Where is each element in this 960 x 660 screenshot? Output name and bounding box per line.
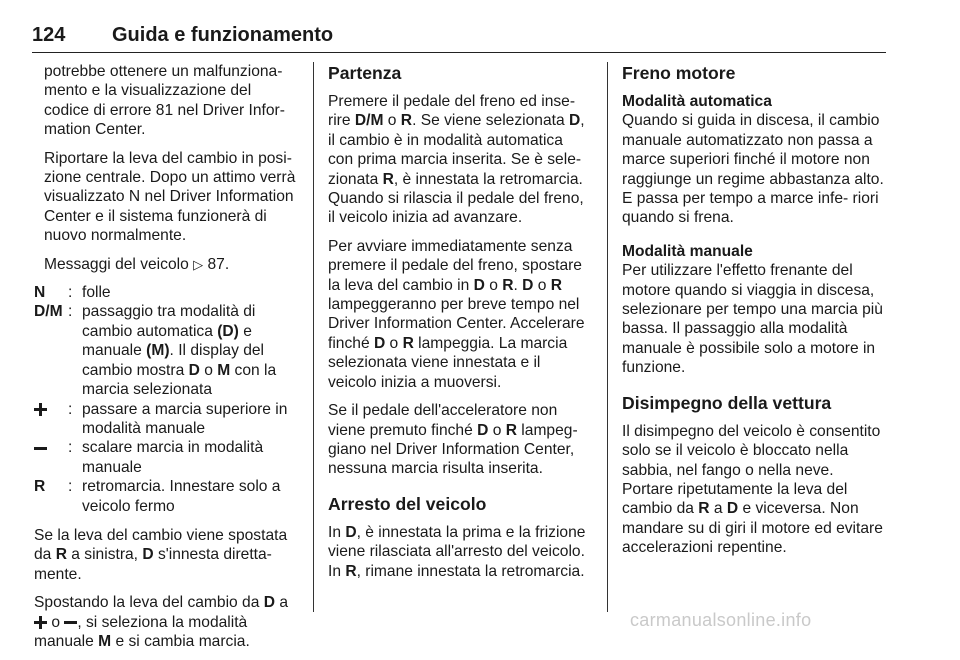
definition-desc: passaggio tra modalità di cambio automatica (D) e manuale (M). Il display del cambio mostra D o M con la marcia selezionata — [82, 303, 277, 399]
section-heading: Disimpegno della vettura — [622, 392, 832, 413]
subsection-heading: Modalità manuale — [622, 242, 753, 260]
paragraph: Riportare la leva del cambio in posi- zione centrale. Dopo un attimo verrà visualizzato N nel Driver Information Center e il sistema funzionerà di nuovo normalmente. — [44, 149, 296, 245]
definition-desc: folle — [82, 284, 111, 302]
definition-term: D/M — [34, 303, 63, 321]
page-number: 124 — [32, 24, 66, 46]
definition-desc: scalare marcia in modalità manuale — [82, 439, 264, 476]
subsection-heading: Modalità automatica — [622, 93, 772, 110]
page-reference-icon: ▷ — [193, 256, 204, 272]
paragraph: Se la leva del cambio viene spostata da R a sinistra, D s'innesta diretta- mente. — [34, 526, 288, 583]
section-heading: Freno motore — [622, 63, 736, 83]
section-heading: Arresto del veicolo — [328, 493, 487, 514]
plus-icon — [34, 616, 47, 629]
definition-row: N : folle — [34, 283, 298, 302]
definition-row: : scalare marcia in modalità manuale — [34, 438, 298, 477]
column-2 — [328, 62, 592, 590]
paragraph: Per utilizzare l'effetto frenante del motore quando si viaggia in discesa, selezionare per tempo una marcia più bassa. Il passaggio alla modalità manuale è possibile solo a motore in funzione. — [622, 262, 883, 377]
paragraph: Il disimpegno del veicolo è consentito solo se il veicolo è bloccato nella sabbia, nel fango o nella neve. — [622, 422, 881, 479]
column-divider — [313, 62, 314, 612]
paragraph: Premere il pedale del freno ed inse- rire D/M o R. Se viene selezionata D, il cambio è in modalità automatica con prima marcia inserita. Se è sele- zionata R, è innestata la retromarcia. Quando si rilascia il pedale del freno, il veicolo inizia ad avanzare. — [328, 93, 585, 227]
minus-icon — [34, 442, 47, 455]
paragraph: potrebbe ottenere un malfunziona- mento e la visualizzazione del codice di errore 81 nel Driver Infor- mation Center. — [44, 63, 285, 139]
paragraph: Se il pedale dell'acceleratore non viene premuto finché D o R lampeg- giano nel Driver Information Center, nessuna marcia risulta inserita. — [328, 402, 578, 478]
watermark: carmanualsonline.info — [630, 610, 812, 630]
page-reference-link[interactable]: 87 — [207, 255, 225, 273]
paragraph: Per avviare immediatamente senza premere il pedale del freno, spostare la leva del cambio in D o R. D o R lampeggeranno per breve tempo nel Driver Information Center. Accelerare finché D o R lampeggia. La marcia selezionata viene innestata e il veicolo inizia a muoversi. — [328, 237, 585, 391]
paragraph: Quando si guida in discesa, il cambio manuale automatizzato non passa a marce superiori finché il motore non raggiunge un regime abbastanza alto. E passa per tempo a marce infe- riori quando si frena. — [622, 112, 884, 227]
page-header — [32, 22, 886, 53]
cross-reference-text: Messaggi del veicolo — [44, 255, 189, 273]
page-title: Guida e funzionamento — [112, 24, 334, 46]
definition-row: R : retromarcia. Innestare solo a veicolo fermo — [34, 477, 298, 516]
paragraph: Portare ripetutamente la leva del cambio da R a D e viceversa. Non mandare su di giri il motore ed evitare accelerazioni repentine. — [622, 480, 883, 557]
paragraph: Messaggi del veicolo ▷ 87. — [44, 255, 230, 273]
column-divider — [607, 62, 608, 612]
definition-row: : passare a marcia superiore in modalità manuale — [34, 400, 298, 439]
section-heading: Partenza — [328, 63, 402, 83]
paragraph: In D, è innestata la prima e la frizione viene rilasciata all'arresto del veicolo. In R, rimane innestata la retromarcia. — [328, 523, 586, 580]
paragraph: Spostando la leva del cambio da D a o , si seleziona la modalità manuale M e si cambia marcia. — [34, 594, 289, 650]
definition-term: N — [34, 284, 46, 302]
gear-definition-list — [34, 283, 298, 516]
column-3 — [622, 62, 886, 567]
definition-desc: passare a marcia superiore in modalità manuale — [82, 400, 288, 437]
definition-desc: retromarcia. Innestare solo a veicolo fermo — [82, 478, 281, 515]
minus-icon — [64, 616, 77, 629]
column-1 — [34, 62, 298, 660]
plus-icon — [34, 403, 47, 416]
definition-row: D/M : passaggio tra modalità di cambio automatica (D) e manuale (M). Il display del cambio mostra D o M con la marcia selezionata — [34, 302, 298, 399]
definition-term: R — [34, 478, 46, 496]
